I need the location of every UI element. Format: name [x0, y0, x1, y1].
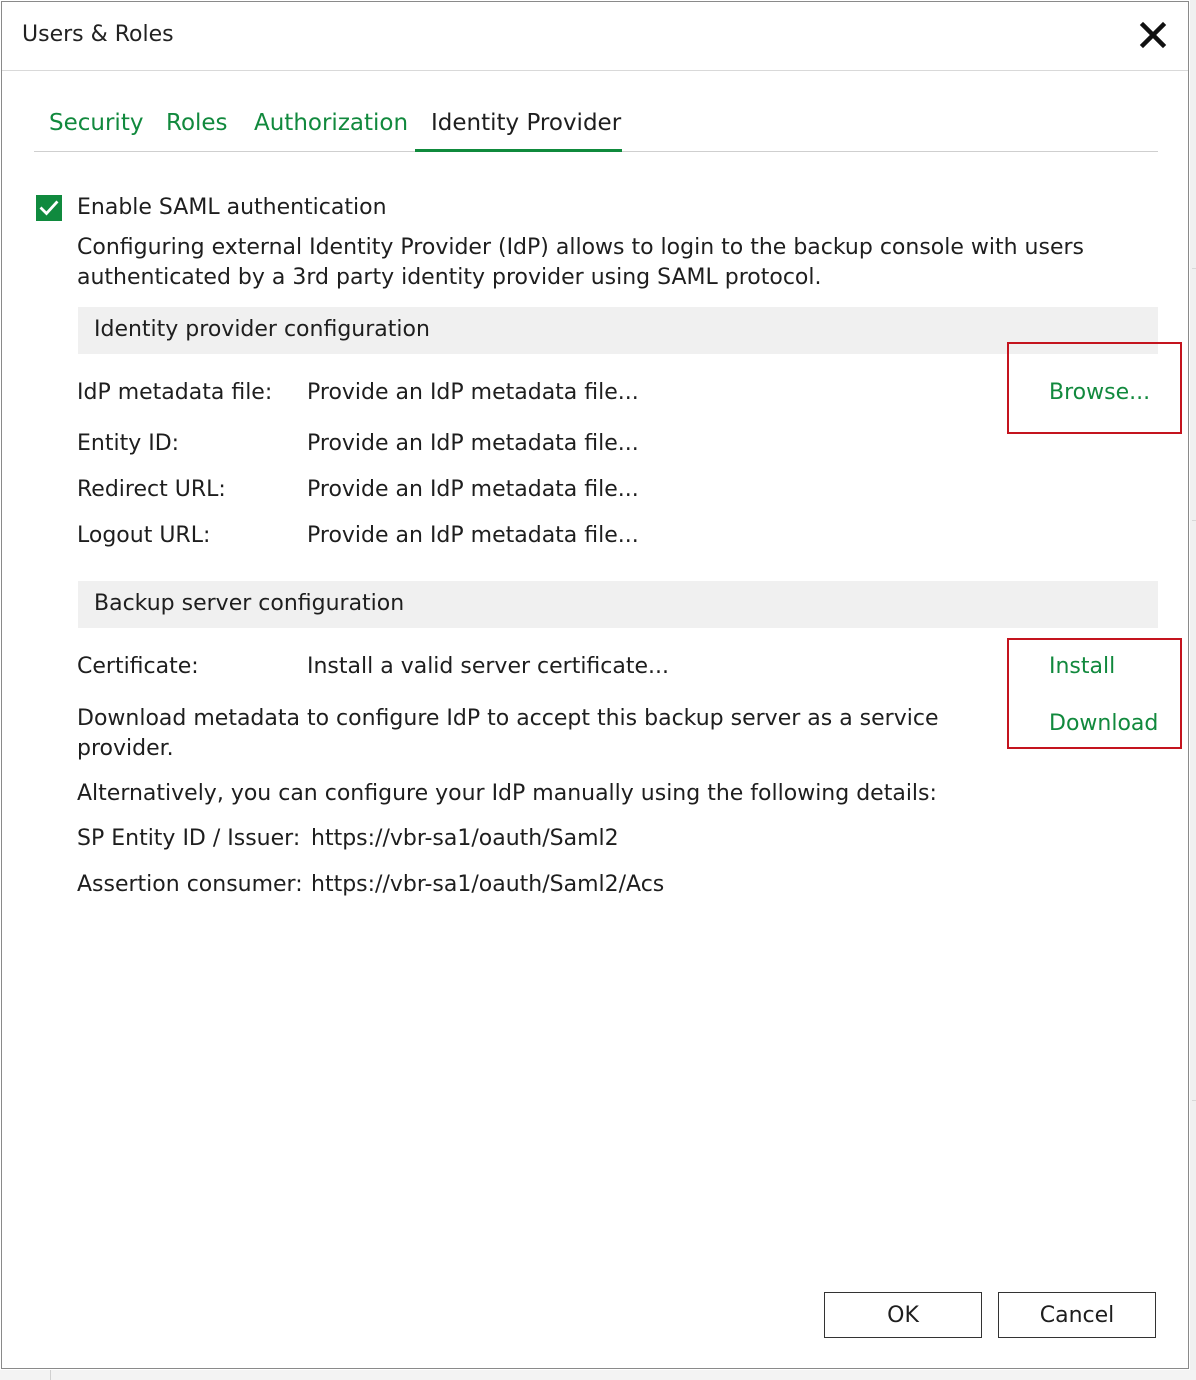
enable-saml-checkbox[interactable]: [36, 195, 62, 221]
entity-id-value: Provide an IdP metadata file...: [307, 431, 639, 456]
title-bar: [2, 2, 1188, 71]
users-roles-dialog: [1, 1, 1189, 1369]
idp-config-heading: Identity provider configuration: [94, 317, 430, 342]
checkmark-icon: [36, 195, 62, 221]
sp-entity-id-value: https://vbr-sa1/oauth/Saml2: [311, 826, 619, 851]
sp-entity-id-label: SP Entity ID / Issuer:: [77, 826, 301, 851]
download-metadata-text-line1: Download metadata to configure IdP to accept this backup server as a service: [77, 706, 939, 731]
enable-saml-label[interactable]: Enable SAML authentication: [77, 195, 387, 220]
logout-url-value: Provide an IdP metadata file...: [307, 523, 639, 548]
active-tab-indicator: [415, 149, 622, 152]
logout-url-label: Logout URL:: [77, 523, 211, 548]
saml-description-line2: authenticated by a 3rd party identity provider using SAML protocol.: [77, 265, 822, 290]
download-metadata-text-line2: provider.: [77, 736, 174, 761]
idp-metadata-file-label: IdP metadata file:: [77, 380, 273, 405]
tab-authorization[interactable]: Authorization: [254, 110, 409, 136]
assertion-consumer-label: Assertion consumer:: [77, 872, 303, 897]
entity-id-label: Entity ID:: [77, 431, 180, 456]
background-window-edge: [1190, 0, 1196, 1380]
assertion-consumer-value: https://vbr-sa1/oauth/Saml2/Acs: [311, 872, 665, 897]
tab-identity-provider[interactable]: Identity Provider: [431, 110, 622, 136]
redirect-url-value: Provide an IdP metadata file...: [307, 477, 639, 502]
redirect-url-label: Redirect URL:: [77, 477, 226, 502]
dialog-title: Users & Roles: [22, 22, 174, 47]
certificate-label: Certificate:: [77, 654, 199, 679]
certificate-value: Install a valid server certificate...: [307, 654, 670, 679]
ok-button[interactable]: OK: [824, 1292, 982, 1338]
background-window-edge-bottom: [0, 1370, 1196, 1380]
browse-link[interactable]: Browse...: [1049, 380, 1151, 405]
install-link[interactable]: Install: [1049, 654, 1116, 679]
tab-security[interactable]: Security: [49, 110, 144, 136]
backup-config-heading: Backup server configuration: [94, 591, 405, 616]
download-link[interactable]: Download: [1049, 711, 1159, 736]
idp-metadata-file-value: Provide an IdP metadata file...: [307, 380, 639, 405]
backup-config-section-header: [78, 581, 1158, 628]
tab-roles[interactable]: Roles: [166, 110, 228, 136]
alternative-config-text: Alternatively, you can configure your IdP manually using the following details:: [77, 781, 937, 806]
saml-description-line1: Configuring external Identity Provider (IdP) allows to login to the backup console with users: [77, 235, 1085, 260]
close-icon[interactable]: [1136, 18, 1170, 52]
cancel-button[interactable]: Cancel: [998, 1292, 1156, 1338]
idp-config-section-header: [78, 307, 1158, 354]
